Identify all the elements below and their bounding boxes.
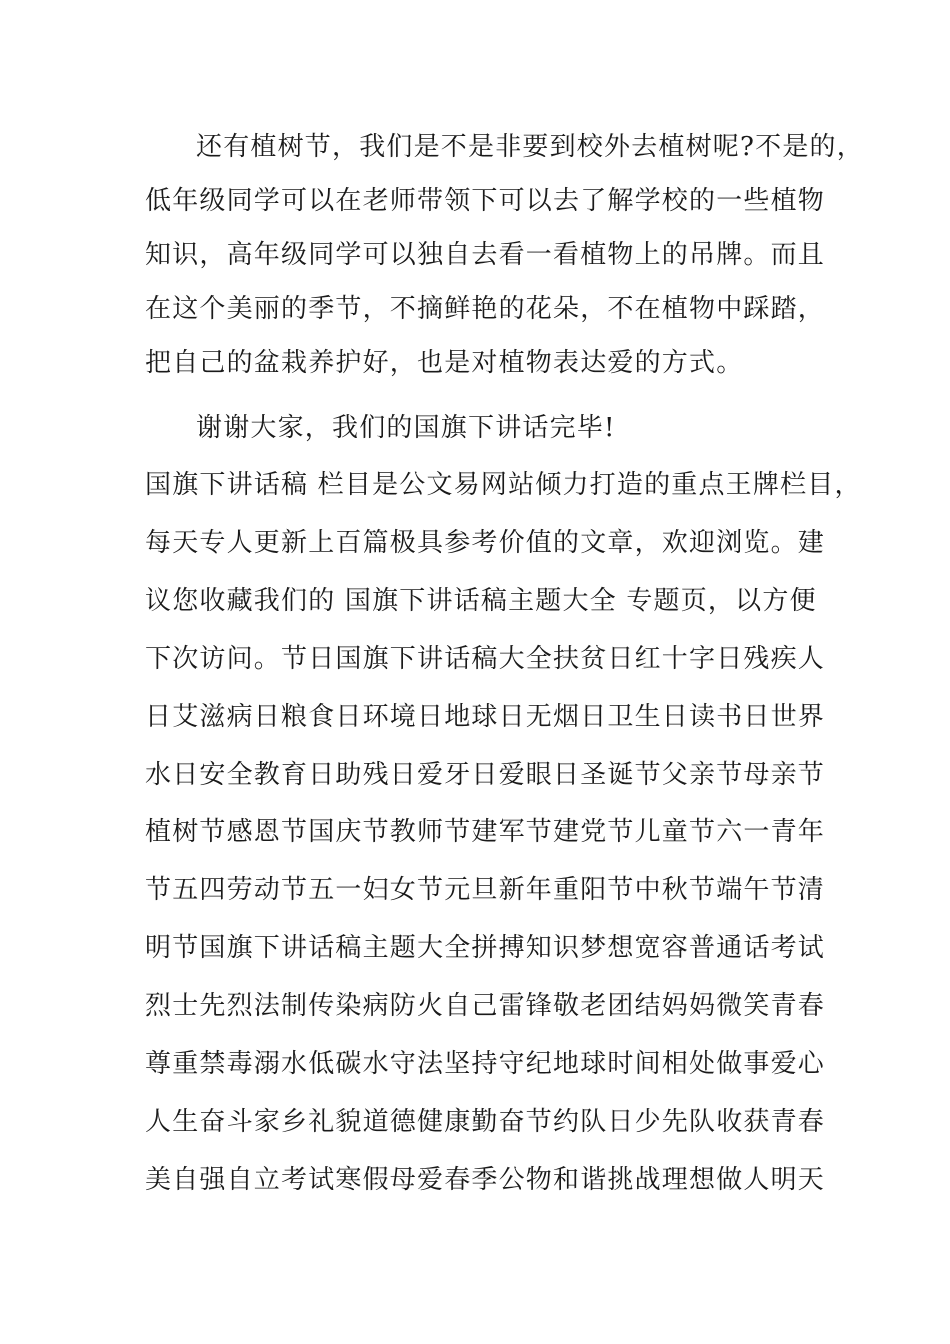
text-line: 节五四劳动节五一妇女节元旦新年重阳节中秋节端午节清	[145, 875, 826, 905]
text-line: 水日安全教育日助残日爱牙日爱眼日圣诞节父亲节母亲节	[145, 760, 826, 790]
text-line: 下次访问。节日国旗下讲话稿大全扶贫日红十字日残疾人	[145, 644, 826, 674]
text-line: 尊重禁毒溺水低碳水守法坚持守纪地球时间相处做事爱心	[145, 1049, 826, 1079]
text-line: 国旗下讲话稿 栏目是公文易网站倾力打造的重点王牌栏目，	[145, 470, 862, 500]
text-line: 明节国旗下讲话稿主题大全拼搏知识梦想宽容普通话考试	[145, 933, 826, 963]
text-line: 知识，高年级同学可以独自去看一看植物上的吊牌。而且	[145, 240, 826, 270]
text-line: 还有植树节，我们是不是非要到校外去植树呢?不是的，	[196, 132, 864, 162]
text-line: 美自强自立考试寒假母爱春季公物和谐挑战理想做人明天	[145, 1165, 826, 1195]
text-line: 谢谢大家，我们的国旗下讲话完毕!	[196, 413, 616, 443]
text-line: 人生奋斗家乡礼貌道德健康勤奋节约队日少先队收获青春	[145, 1107, 826, 1137]
text-line: 烈士先烈法制传染病防火自己雷锋敬老团结妈妈微笑青春	[145, 991, 826, 1021]
text-line: 植树节感恩节国庆节教师节建军节建党节儿童节六一青年	[145, 817, 826, 847]
text-line: 议您收藏我们的 国旗下讲话稿主题大全 专题页，以方便	[145, 586, 817, 616]
text-line: 低年级同学可以在老师带领下可以去了解学校的一些植物	[145, 186, 826, 216]
text-line: 每天专人更新上百篇极具参考价值的文章，欢迎浏览。建	[145, 528, 826, 558]
text-line: 在这个美丽的季节，不摘鲜艳的花朵，不在植物中踩踏，	[145, 294, 826, 324]
text-line: 把自己的盆栽养护好，也是对植物表达爱的方式。	[145, 348, 744, 378]
text-line: 日艾滋病日粮食日环境日地球日无烟日卫生日读书日世界	[145, 702, 826, 732]
